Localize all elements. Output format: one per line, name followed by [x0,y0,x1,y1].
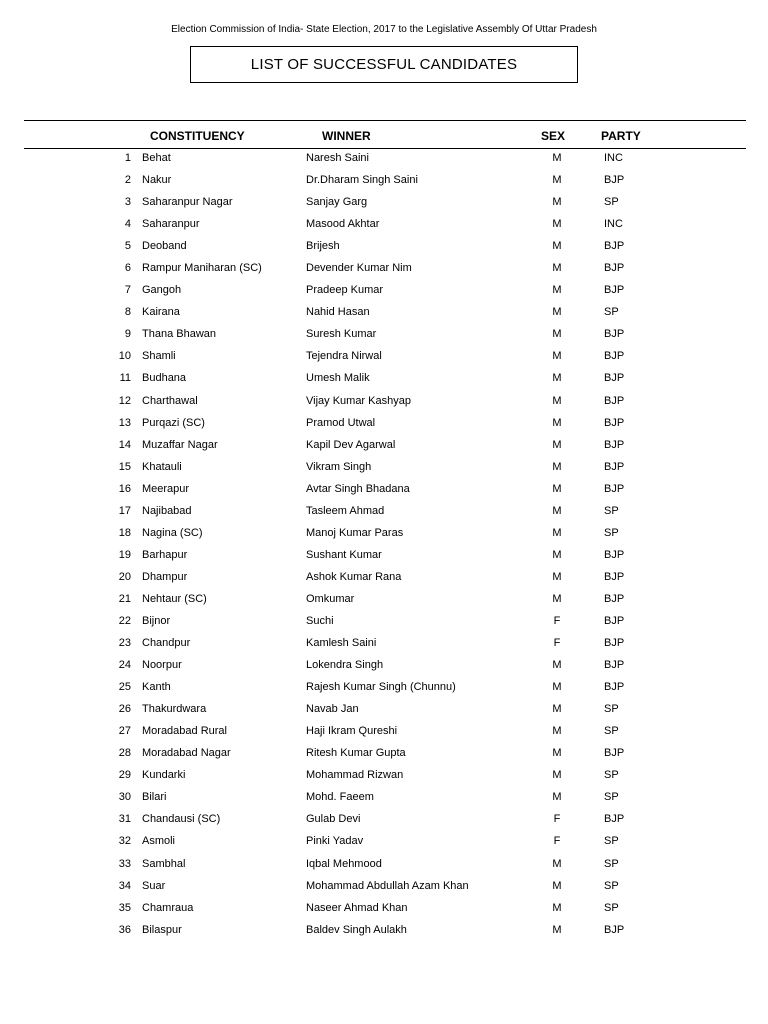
winner-cell: Mohammad Abdullah Azam Khan [306,879,469,892]
row-number: 28 [118,747,131,760]
sex-cell: M [552,306,562,319]
constituency-cell: Shamli [142,350,176,363]
party-cell: BJP [604,284,625,297]
row-number: 19 [118,548,131,561]
table-row [0,678,768,700]
table-row [0,149,768,171]
constituency-cell: Rampur Maniharan (SC) [142,262,262,275]
party-cell: SP [604,769,619,782]
constituency-cell: Thana Bhawan [142,328,216,341]
constituency-cell: Nehtaur (SC) [142,592,207,605]
sex-cell: M [552,791,562,804]
winner-cell: Naresh Saini [306,152,369,164]
table-row [0,700,768,722]
table-row [0,193,768,215]
winner-cell: Sanjay Garg [306,196,368,209]
sex-cell: M [552,218,562,231]
sex-cell: M [552,901,562,914]
document-header: Election Commission of India- State Election, 2017 to the Legislative Assembly Of Uttar Pradesh [171,24,597,35]
row-number: 6 [124,262,131,275]
row-number: 10 [118,350,131,363]
constituency-cell: Thakurdwara [142,703,207,716]
constituency-cell: Moradabad Rural [142,725,227,738]
table-row [0,436,768,458]
row-number: 18 [118,526,131,539]
table-row [0,502,768,524]
party-cell: BJP [604,482,625,495]
table-row [0,414,768,436]
sex-cell: M [552,504,562,517]
row-number: 23 [118,637,131,650]
sex-cell: M [552,328,562,341]
sex-cell: M [552,526,562,539]
party-cell: BJP [604,681,625,694]
winner-cell: Rajesh Kumar Singh (Chunnu) [306,681,456,694]
row-number: 22 [118,614,131,627]
sex-cell: M [552,438,562,451]
table-row [0,215,768,237]
winner-cell: Omkumar [306,592,355,605]
winner-cell: Avtar Singh Bhadana [306,482,410,495]
party-cell: BJP [604,592,625,605]
row-number: 8 [124,306,131,319]
row-number: 15 [118,460,131,473]
winner-cell: Manoj Kumar Paras [306,526,404,539]
sex-cell: F [553,637,561,650]
table-row [0,832,768,854]
sex-cell: M [552,394,562,407]
winner-cell: Devender Kumar Nim [306,262,412,275]
table-row [0,788,768,810]
winner-cell: Iqbal Mehmood [306,857,382,870]
constituency-cell: Bijnor [142,614,171,627]
table-row [0,524,768,546]
winner-cell: Gulab Devi [306,813,361,826]
winner-cell: Umesh Malik [306,372,370,385]
row-number: 30 [118,791,131,804]
winner-cell: Vikram Singh [306,460,372,473]
constituency-cell: Nagina (SC) [142,526,203,539]
sex-cell: M [552,350,562,363]
sex-cell: M [552,703,562,716]
row-number: 13 [118,416,131,429]
party-cell: SP [604,725,619,738]
table-row [0,568,768,590]
party-cell: BJP [604,659,625,672]
sex-cell: M [552,416,562,429]
table-row [0,281,768,303]
party-cell: INC [604,152,623,164]
row-number: 5 [124,240,131,253]
row-number: 17 [118,504,131,517]
winner-cell: Tejendra Nirwal [306,350,382,363]
party-cell: BJP [604,416,625,429]
winner-cell: Dr.Dharam Singh Saini [306,174,418,187]
constituency-cell: Behat [142,152,171,164]
constituency-cell: Bilari [142,791,167,804]
table-row [0,634,768,656]
party-cell: BJP [604,548,625,561]
winner-cell: Suresh Kumar [306,328,377,341]
winner-cell: Brijesh [306,240,340,253]
table-top-rule [24,120,746,121]
constituency-cell: Suar [142,879,166,892]
table-row [0,347,768,369]
winner-cell: Naseer Ahmad Khan [306,901,408,914]
winner-cell: Vijay Kumar Kashyap [306,394,411,407]
table-row [0,369,768,391]
winner-cell: Baldev Singh Aulakh [306,923,407,936]
constituency-cell: Noorpur [142,659,182,672]
row-number: 25 [118,681,131,694]
row-number: 26 [118,703,131,716]
sex-cell: F [553,614,561,627]
table-row [0,237,768,259]
constituency-cell: Moradabad Nagar [142,747,231,760]
winner-cell: Kapil Dev Agarwal [306,438,396,451]
sex-cell: M [552,747,562,760]
column-header-constituency: CONSTITUENCY [150,129,245,143]
row-number: 4 [124,218,131,231]
sex-cell: M [552,725,562,738]
party-cell: BJP [604,240,625,253]
table-row [0,921,768,943]
sex-cell: M [552,196,562,209]
column-header-winner: WINNER [322,129,371,143]
party-cell: BJP [604,813,625,826]
party-cell: BJP [604,372,625,385]
constituency-cell: Saharanpur [142,218,200,231]
constituency-cell: Chandpur [142,637,191,650]
sex-cell: M [552,548,562,561]
row-number: 34 [118,879,131,892]
party-cell: BJP [604,394,625,407]
row-number: 24 [118,659,131,672]
constituency-cell: Najibabad [142,504,192,517]
sex-cell: M [552,284,562,297]
sex-cell: M [552,240,562,253]
sex-cell: M [552,592,562,605]
winner-cell: Masood Akhtar [306,218,380,231]
party-cell: BJP [604,460,625,473]
table-row [0,458,768,480]
winner-cell: Navab Jan [306,703,359,716]
winner-cell: Pradeep Kumar [306,284,384,297]
table-row [0,810,768,832]
document-title [190,46,578,83]
constituency-cell: Sambhal [142,857,186,870]
row-number: 32 [118,835,131,848]
sex-cell: M [552,857,562,870]
constituency-cell: Nakur [142,174,172,187]
party-cell: SP [604,901,619,914]
party-cell: BJP [604,637,625,650]
document-title-text: LIST OF SUCCESSFUL CANDIDATES [250,56,518,73]
constituency-cell: Kanth [142,681,171,694]
sex-cell: M [552,879,562,892]
winner-cell: Suchi [306,614,334,627]
row-number: 21 [118,592,131,605]
column-header-party: PARTY [601,129,641,143]
row-number: 27 [118,725,131,738]
row-number: 14 [118,438,131,451]
sex-cell: M [552,460,562,473]
party-cell: BJP [604,923,625,936]
table-row [0,303,768,325]
table-row [0,766,768,788]
sex-cell: M [552,681,562,694]
table-row [0,744,768,766]
sex-cell: M [552,659,562,672]
constituency-cell: Chandausi (SC) [142,813,221,826]
party-cell: SP [604,791,619,804]
party-cell: SP [604,835,619,848]
row-number: 2 [124,174,131,187]
table-row [0,325,768,347]
sex-cell: F [553,813,561,826]
winner-cell: Pinki Yadav [306,835,364,848]
winner-cell: Mohammad Rizwan [306,769,404,782]
sex-cell: M [552,482,562,495]
constituency-cell: Meerapur [142,482,190,495]
sex-cell: M [552,152,562,164]
winner-cell: Haji Ikram Qureshi [306,725,398,738]
table-row [0,546,768,568]
constituency-cell: Barhapur [142,548,188,561]
constituency-cell: Kundarki [142,769,186,782]
constituency-cell: Budhana [142,372,187,385]
party-cell: BJP [604,174,625,187]
sex-cell: M [552,570,562,583]
winner-cell: Ashok Kumar Rana [306,570,402,583]
constituency-cell: Khatauli [142,460,182,473]
party-cell: SP [604,196,619,209]
party-cell: BJP [604,328,625,341]
row-number: 36 [118,923,131,936]
table-row [0,855,768,877]
sex-cell: F [553,835,561,848]
row-number: 16 [118,482,131,495]
constituency-cell: Purqazi (SC) [142,416,205,429]
party-cell: SP [604,306,619,319]
table-row [0,171,768,193]
winner-cell: Lokendra Singh [306,659,384,672]
row-number: 35 [118,901,131,914]
party-cell: BJP [604,438,625,451]
row-number: 9 [124,328,131,341]
winner-cell: Mohd. Faeem [306,791,374,804]
constituency-cell: Asmoli [142,835,176,848]
table-row [0,480,768,502]
column-header-sex: SEX [541,129,566,143]
table-row [0,392,768,414]
party-cell: BJP [604,262,625,275]
row-number: 31 [118,813,131,826]
sex-cell: M [552,769,562,782]
row-number: 29 [118,769,131,782]
row-number: 11 [119,372,131,385]
party-cell: BJP [604,747,625,760]
party-cell: BJP [604,614,625,627]
constituency-cell: Bilaspur [142,923,182,936]
party-cell: INC [604,218,623,231]
sex-cell: M [552,262,562,275]
table-row [0,877,768,899]
constituency-cell: Chamraua [142,901,194,914]
table-row [0,590,768,612]
sex-cell: M [552,174,562,187]
party-cell: BJP [604,350,625,363]
constituency-cell: Deoband [142,240,187,253]
row-number: 3 [124,196,131,209]
constituency-cell: Kairana [142,306,180,319]
table-row [0,899,768,921]
winner-cell: Nahid Hasan [306,306,370,319]
winner-cell: Tasleem Ahmad [306,504,385,517]
constituency-cell: Muzaffar Nagar [142,438,218,451]
party-cell: SP [604,879,619,892]
constituency-cell: Saharanpur Nagar [142,196,233,209]
constituency-cell: Gangoh [142,284,182,297]
table-row [0,612,768,634]
row-number: 20 [118,570,131,583]
row-number: 1 [124,152,131,164]
table-row [0,656,768,678]
party-cell: SP [604,504,619,517]
row-number: 33 [118,857,131,870]
table-row [0,722,768,744]
winner-cell: Ritesh Kumar Gupta [306,747,406,760]
sex-cell: M [552,923,562,936]
winner-cell: Sushant Kumar [306,548,382,561]
constituency-cell: Charthawal [142,394,198,407]
row-number: 12 [118,394,131,407]
constituency-cell: Dhampur [142,570,188,583]
row-number: 7 [124,284,131,297]
party-cell: SP [604,857,619,870]
winner-cell: Kamlesh Saini [306,637,377,650]
party-cell: BJP [604,570,625,583]
party-cell: SP [604,703,619,716]
party-cell: SP [604,526,619,539]
winner-cell: Pramod Utwal [306,416,376,429]
table-row [0,259,768,281]
sex-cell: M [552,372,562,385]
candidates-table-body [0,149,768,943]
